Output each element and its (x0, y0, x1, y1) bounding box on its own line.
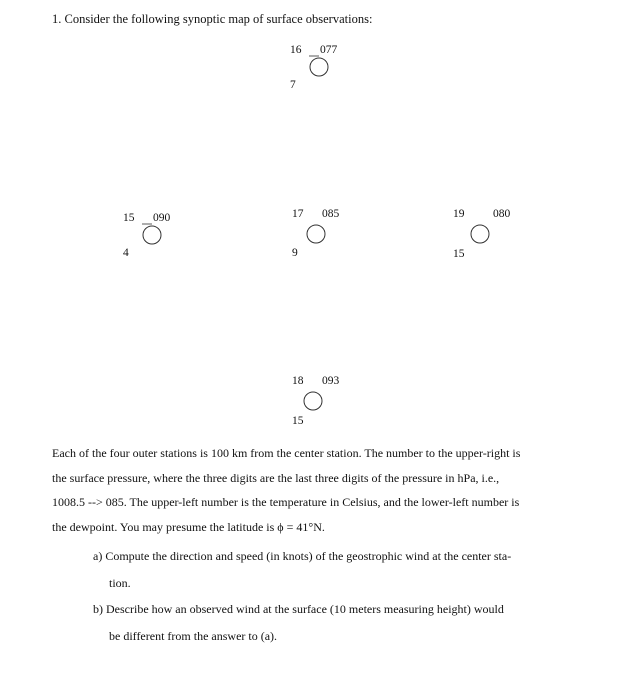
station-west-circle-icon (141, 224, 163, 246)
station-north-pressure: 077 (320, 44, 338, 56)
station-center-pressure: 085 (322, 208, 340, 220)
station-east-pressure: 080 (493, 208, 511, 220)
question-title: 1. Consider the following synoptic map of surface observations: (52, 12, 373, 26)
station-east-circle-icon (469, 223, 491, 245)
paragraph-line-1: Each of the four outer stations is 100 km from the center station. The number to the upper-right is (52, 446, 521, 460)
station-east-dewpoint: 15 (453, 248, 465, 260)
part-a-line-1: a) Compute the direction and speed (in knots) of the geostrophic wind at the center sta- (93, 549, 512, 563)
station-north-dewpoint: 7 (290, 79, 296, 91)
station-south-circle-icon (302, 390, 324, 412)
station-east-temperature: 19 (453, 208, 465, 220)
part-a (93, 543, 573, 597)
station-center-temperature: 17 (292, 208, 304, 220)
paragraph-line-4: the dewpoint. You may presume the latitude is ϕ = 41°N. (52, 519, 325, 534)
instructions-paragraph (52, 441, 582, 539)
station-south-temperature: 18 (292, 375, 304, 387)
station-center-circle-icon (305, 223, 327, 245)
station-west-temperature: 15 (123, 212, 135, 224)
part-b-line-1: b) Describe how an observed wind at the surface (10 meters measuring height) would (93, 602, 504, 616)
station-west-dewpoint: 4 (123, 247, 129, 259)
station-center (292, 208, 402, 278)
paragraph-line-3: 1008.5 --> 085. The upper-left number is the temperature in Celsius, and the lower-left number is (52, 495, 520, 509)
part-a-line-2: tion. (109, 576, 131, 590)
station-west (123, 212, 233, 282)
station-south-pressure: 093 (322, 375, 340, 387)
part-b-line-2: be different from the answer to (a). (109, 629, 278, 643)
station-north-circle-icon (308, 56, 330, 78)
station-north-temperature: 16 (290, 44, 302, 56)
part-b (93, 596, 573, 650)
station-east (453, 208, 563, 278)
station-center-dewpoint: 9 (292, 247, 298, 259)
station-south (292, 375, 402, 445)
station-north (290, 44, 400, 114)
station-south-dewpoint: 15 (292, 415, 304, 427)
paragraph-line-2: the surface pressure, where the three digits are the last three digits of the pressure in hPa, i.e., (52, 470, 500, 485)
station-west-pressure: 090 (153, 212, 171, 224)
